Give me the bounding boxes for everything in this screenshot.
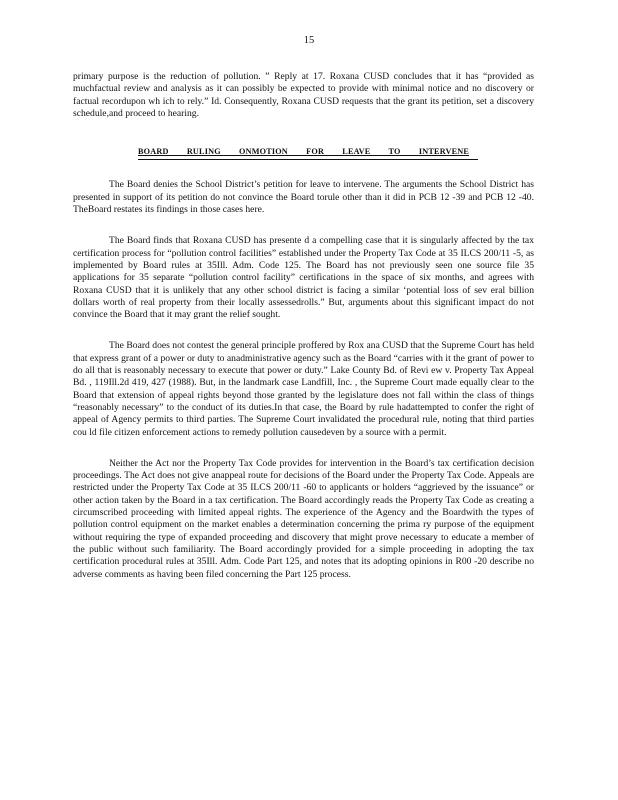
paragraph-denial: The Board denies the School District’s petition for leave to intervene. The arguments the School District has presented in support of its petition do not convince the Board torule other than it did in PCB 12 -39 and PCB 12 -40. TheBoard restates its findings in those cases here. [73,179,534,216]
paragraph-continuation: primary purpose is the reduction of pollution. ” Reply at 17. Roxana CUSD concludes that it has “provided as muchfactual review and analysis as it can possibly be expected to provide with minimal notice and no discovery or factual recordupon wh ich to rely.” Id. Consequently, Roxana CUSD requests that the grant its petition, set a discovery schedule,and proceed to hearing. [73,71,534,119]
paragraph-intervention: Neither the Act nor the Property Tax Code provides for intervention in the Board’s tax certification decision proceedings. The Act does not give anappeal route for decisions of the Board under the Property Tax Code. Appeals are restricted under the Property Tax Code at 35 ILCS 200/11 -60 to applicants or holders “aggrieved by the issuance” or other action taken by the Board in a tax certification. The Board accordingly reads the Property Tax Code as creating a circumscribed proceeding with limited appeal rights. The experience of the Agency and the Boardwith the types of pollution control equipment on the market enables a determination concerning the prima ry purpose of the equipment without requiring the type of expanded proceeding and discovery that might prove necessary to educate a member of the public without such familiarity. The Board accordingly provided for a simple proceeding in adopting the tax certification procedural rules at 35Ill. Adm. Code Part 125, and notes that its adopting opinions in R00 -20 describe no adverse comments as having been filed concerning the Part 125 process. [73,457,534,580]
section-heading: BOARD RULING ONMOTION FOR LEAVE TO INTERVENE [138,146,478,160]
body-text [73,71,534,581]
paragraph-principle: The Board does not contest the general principle proffered by Rox ana CUSD that the Supreme Court has held that express grant of a power or duty to anadministrative agency such as the Board “carries with it the grant of power to do all that is reasonably necessary to execute that power or duty.” Lake County Bd. of Revi ew v. Property Tax Appeal Bd. , 119Ill.2d 419, 427 (1988). But, in the landmark case Landfill, Inc. , the Supreme Court made equally clear to the Board that extension of appeal rights beyond those granted by the legislature does not fall within the class of things “reasonably necessary” to the conduct of its duties.In that case, the Board by rule hadattempted to confer the right of appeal of Agency permits to third parties. The Supreme Court invalidated the procedural rule, noting that third parties cou ld file citizen enforcement actions to remedy pollution causedeven by a source with a permit. [73,340,534,438]
paragraph-findings: The Board finds that Roxana CUSD has presente d a compelling case that it is singularly affected by the tax certification process for “pollution control facilities” established under the Property Tax Code at 35 ILCS 200/11 -5, as implemented by Board rules at 35Ill. Adm. Code 125. The Board has not previously seen one source file 35 applications for 35 separate “pollution control facility” certifications in the space of six months, and agrees with Roxana CUSD that it is unlikely that any other school district is facing a similar ‘potential loss of sev eral billion dollars worth of real property from their locally assessedrolls.” But, arguments about this significant impact do not convince the Board that it may grant the relief sought. [73,235,534,321]
page-number: 15 [303,35,315,46]
